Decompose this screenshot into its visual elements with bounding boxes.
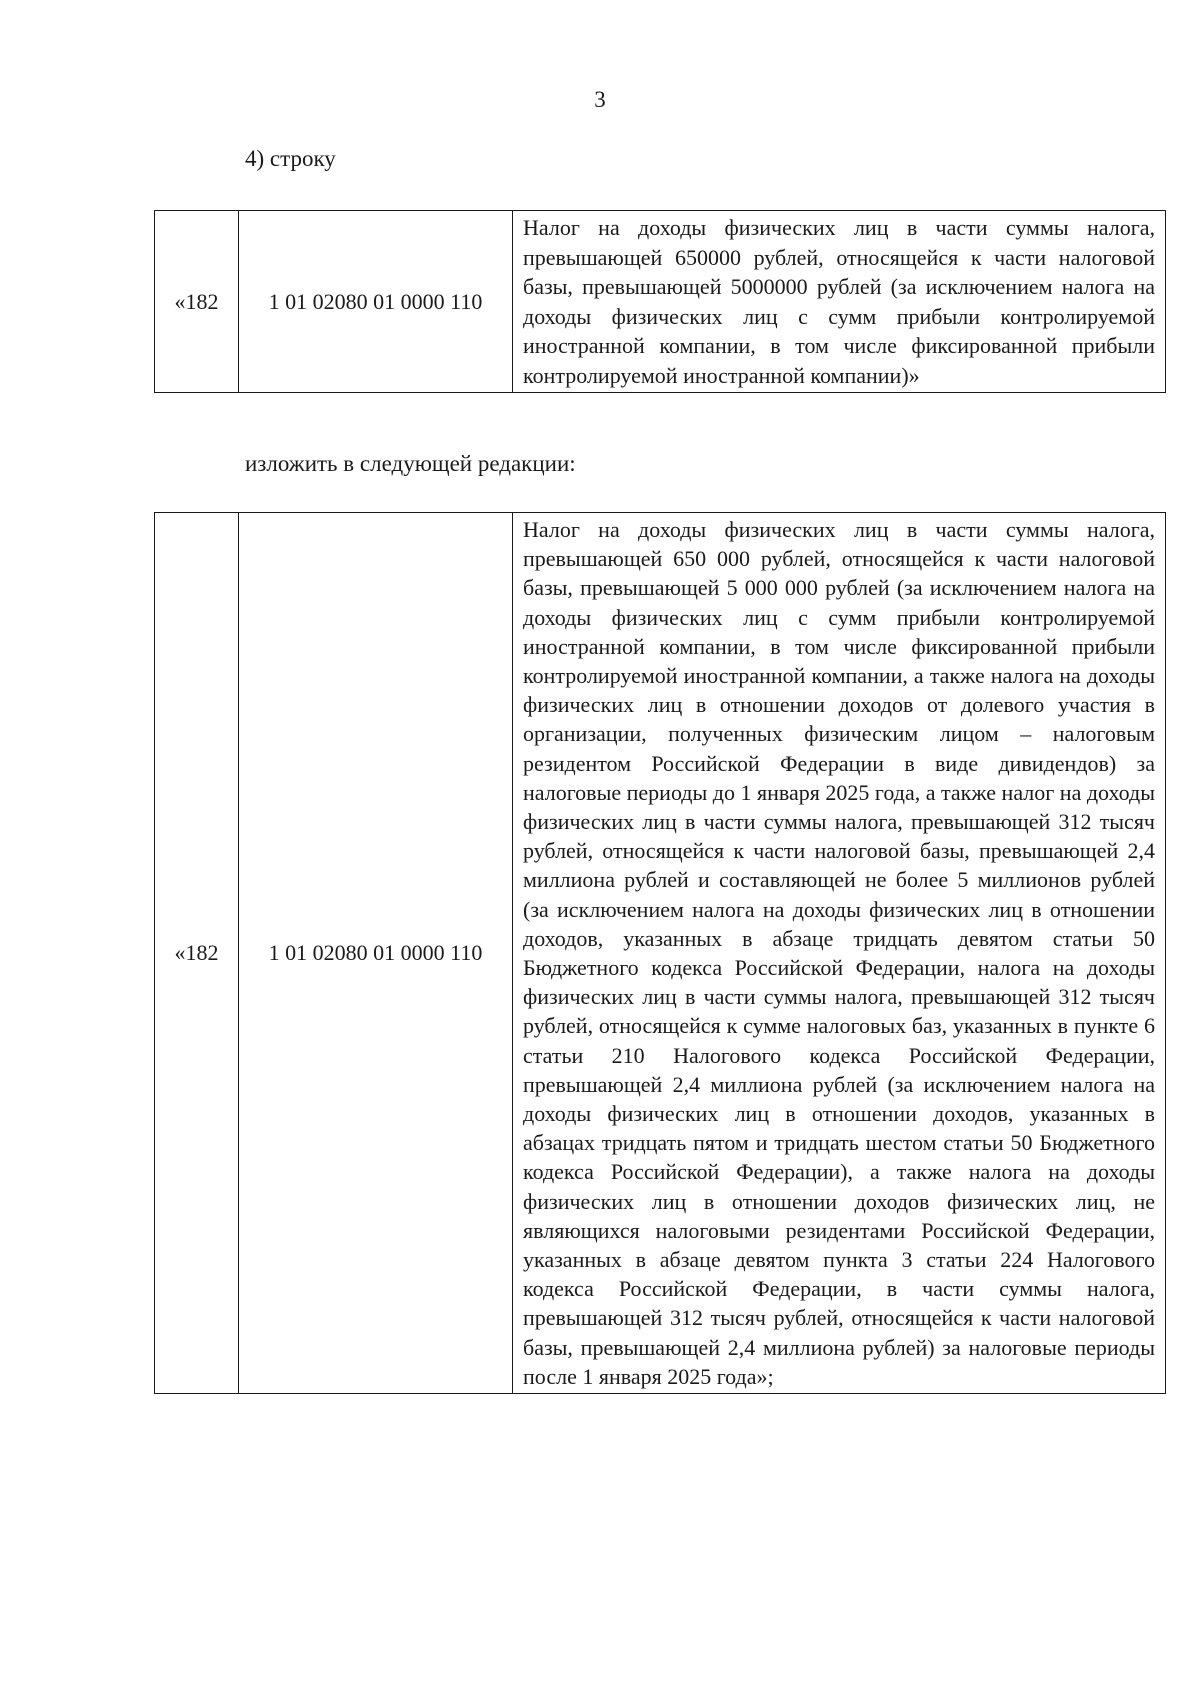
admin-code-cell: «182	[155, 211, 239, 393]
description-cell: Налог на доходы физических лиц в части суммы налога, превышающей 650000 рублей, относящейся к части налоговой базы, превышающей 5000000 рублей (за исключением налога на доходы физических лиц с сумм прибыли контролируемой иностранной компании, в том числе фиксированной прибыли контролируемой иностранной компании)»	[513, 211, 1166, 393]
page-number: 3	[594, 87, 606, 112]
new-row-table	[154, 512, 1166, 1394]
old-row-table	[154, 210, 1166, 393]
kbk-code-cell: 1 01 02080 01 0000 110	[239, 211, 513, 393]
table-row	[155, 211, 1166, 393]
description-cell: Налог на доходы физических лиц в части суммы налога, превышающей 650 000 рублей, относящейся к части налоговой базы, превышающей 5 000 000 рублей (за исключением налога на доходы физических лиц с сумм прибыли контролируемой иностранной компании, в том числе фиксированной прибыли контролируемой иностранной компании, а также налога на доходы физических лиц в отношении доходов от долевого участия в организации, полученных физическим лицом – налоговым резидентом Российской Федерации в виде дивидендов) за налоговые периоды до 1 января 2025 года, а также налог на доходы физических лиц в части суммы налога, превышающей 312 тысяч рублей, относящейся к части налоговой базы, превышающей 2,4 миллиона рублей и составляющей не более 5 миллионов рублей (за исключением налога на доходы физических лиц в отношении доходов, указанных в абзаце тридцать девятом статьи 50 Бюджетного кодекса Российской Федерации, налога на доходы физических лиц в части суммы налога, превышающей 312 тысяч рублей, относящейся к сумме налоговых баз, указанных в пункте 6 статьи 210 Налогового кодекса Российской Федерации, превышающей 2,4 миллиона рублей (за исключением налога на доходы физических лиц в отношении доходов, указанных в абзацах тридцать пятом и тридцать шестом статьи 50 Бюджетного кодекса Российской Федерации), а также налога на доходы физических лиц в отношении доходов физических лиц, не являющихся налоговыми резидентами Российской Федерации, указанных в абзаце девятом пункта 3 статьи 224 Налогового кодекса Российской Федерации, в части суммы налога, превышающей 312 тысяч рублей, относящейся к части налоговой базы, превышающей 2,4 миллиона рублей) за налоговые периоды после 1 января 2025 года»;	[513, 513, 1166, 1394]
kbk-code-cell: 1 01 02080 01 0000 110	[239, 513, 513, 1394]
replace-intro-text: изложить в следующей редакции:	[245, 451, 576, 476]
admin-code-cell: «182	[155, 513, 239, 1394]
item-intro-text: 4) строку	[245, 146, 336, 171]
table-row	[155, 513, 1166, 1394]
